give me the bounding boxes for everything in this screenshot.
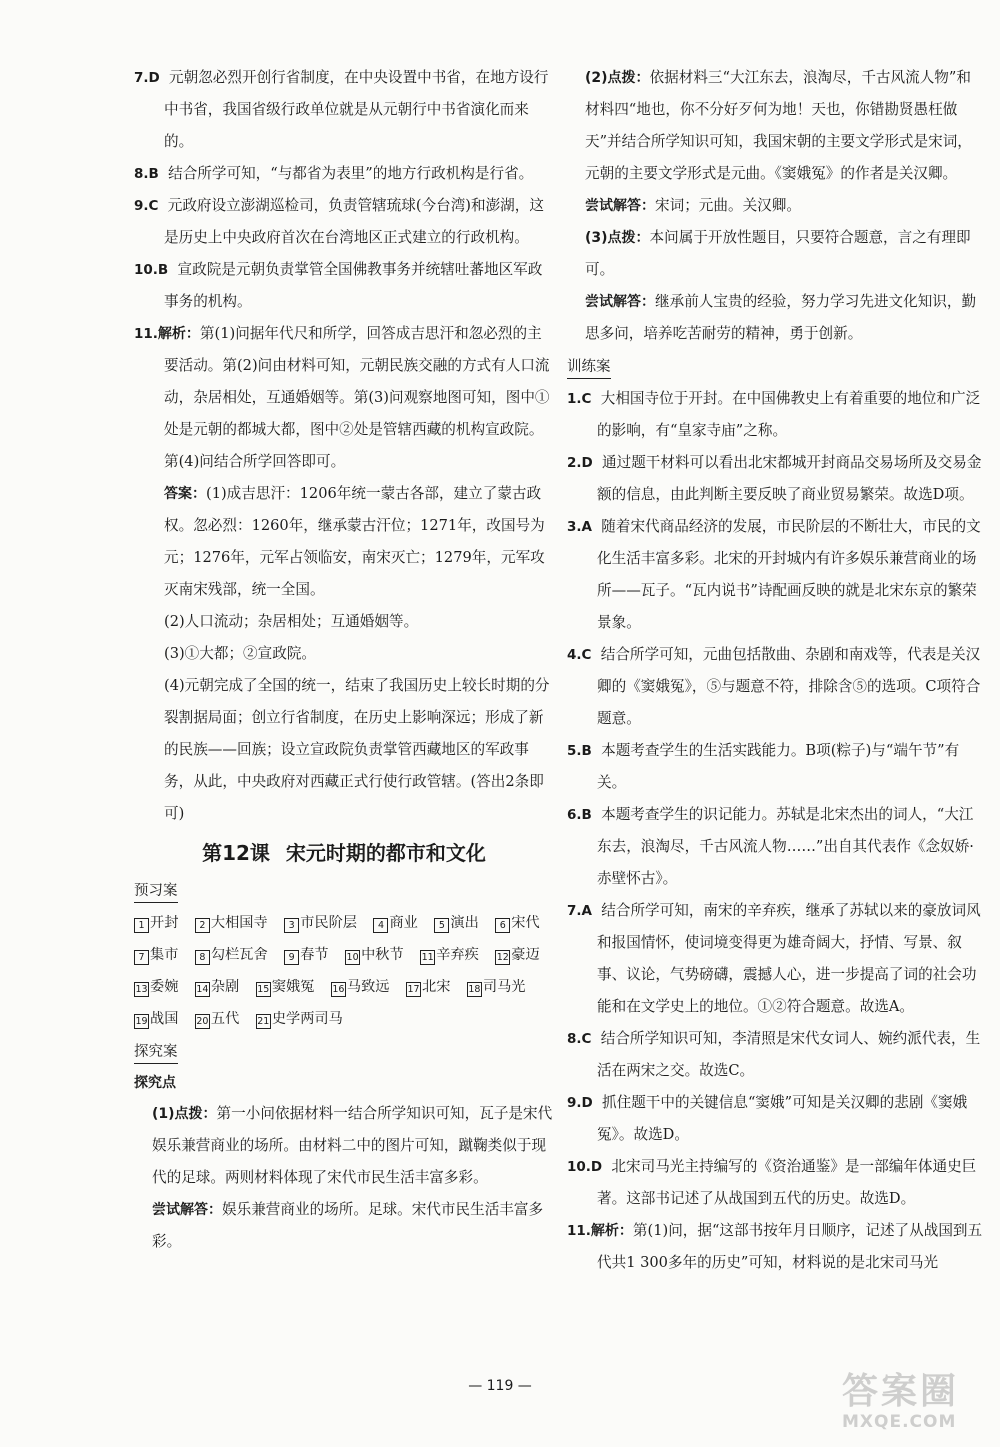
lesson-title: 第12课 宋元时期的都市和文化 <box>202 841 486 865</box>
answer-line: (4)元朝完成了全国的统一，结束了我国历史上较长时期的分裂割据局面；创立行省制度，在历史上影响深远；形成了新的民族——回族；设立宣政院负责掌管西藏地区的军政事务，从此，中央政府对西藏正式行使行政管辖。(答出2条即可) <box>164 677 550 822</box>
number-box: 20 <box>196 1016 209 1027</box>
preview-answer <box>134 947 178 963</box>
preview-answer-text: 战国 <box>150 1011 179 1027</box>
preview-answer-text: 集市 <box>150 947 179 963</box>
number-box: 16 <box>332 984 345 995</box>
number-box: 19 <box>135 1016 148 1027</box>
preview-answer-text: 中秋节 <box>361 947 404 963</box>
number-box: 11 <box>421 952 434 963</box>
answer-item: 4.C 结合所学可知，元曲包括散曲、杂剧和南戏等，代表是关汉卿的《窦娥冤》，⑤与题意不符，排除含⑤的选项。C项符合题意。 <box>567 646 981 727</box>
preview-answer <box>195 979 239 995</box>
explore-try-answer: 尝试解答：宋词；元曲。关汉卿。 <box>585 197 801 214</box>
number-box: 17 <box>407 984 420 995</box>
preview-answer-text: 勾栏瓦舍 <box>210 947 268 963</box>
preview-answer <box>420 947 479 963</box>
preview-answer-text: 春节 <box>300 947 329 963</box>
answer-line: (2)人口流动；杂居相处；互通婚姻等。 <box>164 613 419 630</box>
preview-answer <box>134 979 178 995</box>
preview-answer <box>134 1011 178 1027</box>
number-box: 6 <box>495 918 510 933</box>
preview-answer <box>284 947 328 963</box>
preview-answer-text: 五代 <box>210 1011 240 1027</box>
preview-answer <box>345 947 404 963</box>
explore-subheading: 探究点 <box>134 1075 176 1091</box>
explore-note: (3)点拨：本问属于开放性题目，只要符合题意，言之有理即可。 <box>585 229 971 278</box>
answer-item-11: 11.解析：第(1)问据年代尺和所学，回答成吉思汗和忽必烈的主要活动。第(2)问由材料可知，元朝民族交融的方式有人口流动，杂居相处，互通婚姻等。第(3)问观察地图可知，图中①处是元朝的都城大都，图中②处是管辖西藏的机构宣政院。第(4)问结合所学回答即可。 <box>134 325 550 470</box>
preview-answer-text: 史学两司马 <box>271 1011 343 1027</box>
right-column <box>567 62 985 1279</box>
preview-answer <box>134 915 178 931</box>
preview-answer <box>434 915 478 931</box>
answer-item: 10.D 北宋司马光主持编写的《资治通鉴》是一部编年体通史巨著。这部书记述了从战国到五代的历史。故选D。 <box>567 1158 977 1207</box>
number-box: 3 <box>284 918 299 933</box>
explore-heading: 探究案 <box>134 1041 178 1064</box>
number-box: 18 <box>468 984 481 995</box>
preview-answer <box>195 1011 239 1027</box>
explore-try-answer: 尝试解答：娱乐兼营商业的场所。足球。宋代市民生活丰富多彩。 <box>152 1201 544 1250</box>
preview-answer <box>373 915 417 931</box>
preview-answer <box>467 979 526 995</box>
preview-answer <box>195 947 268 963</box>
preview-answer-text: 北宋 <box>422 979 451 995</box>
preview-answer <box>284 915 357 931</box>
preview-answer-text: 马致远 <box>346 979 390 995</box>
preview-answer-text: 窦娥冤 <box>271 979 315 995</box>
number-box: 9 <box>284 950 299 965</box>
page-number: — 119 — <box>468 1378 532 1394</box>
number-box: 15 <box>257 984 270 995</box>
number-box: 1 <box>134 918 149 933</box>
explore-try-answer: 尝试解答：继承前人宝贵的经验，努力学习先进文化知识，勤思多问，培养吃苦耐劳的精神，勇于创新。 <box>585 293 977 342</box>
preview-answer-text: 宋代 <box>511 915 540 931</box>
number-box: 12 <box>496 952 509 963</box>
answer-item: 10.B 宣政院是元朝负责掌管全国佛教事务并统辖吐蕃地区军政事务的机构。 <box>134 261 543 310</box>
preview-answer-text: 豪迈 <box>511 947 540 963</box>
answer-item: 8.C 结合所学知识可知，李清照是宋代女词人、婉约派代表，生活在两宋之交。故选C。 <box>567 1030 981 1079</box>
left-column <box>134 62 554 1258</box>
answer-item: 2.D 通过题干材料可以看出北宋都城开封商品交易场所及交易金额的信息，由此判断主要反映了商业贸易繁荣。故选D项。 <box>567 454 982 503</box>
preview-answer-text: 大相国寺 <box>210 915 268 931</box>
preview-answer-text: 市民阶层 <box>300 915 357 931</box>
answer-item: 1.C 大相国寺位于开封。在中国佛教史上有着重要的地位和广泛的影响，有“皇家寺庙”之称。 <box>567 390 981 439</box>
preview-answer-text: 委婉 <box>150 979 179 995</box>
preview-heading: 预习案 <box>134 880 178 903</box>
preview-answer-text: 开封 <box>150 915 179 931</box>
preview-answer-text: 司马光 <box>482 979 526 995</box>
answer-item-11: 11.解析：第(1)问，据“这部书按年月日顺序，记述了从战国到五代共1 300多年的历史”可知，材料说的是北宋司马光 <box>567 1222 983 1271</box>
answer-item: 6.B 本题考查学生的识记能力。苏轼是北宋杰出的词人，“大江东去，浪淘尽，千古风流人物……”出自其代表作《念奴娇·赤壁怀古》。 <box>567 806 974 887</box>
number-box: 14 <box>196 984 209 995</box>
number-box: 8 <box>195 950 210 965</box>
preview-answer-text: 杂剧 <box>210 979 240 995</box>
answer-item: 7.D 元朝忽必烈开创行省制度，在中央设置中书省，在地方设行中书省，我国省级行政单位就是从元朝行中书省演化而来的。 <box>134 69 549 150</box>
number-box: 2 <box>195 918 210 933</box>
number-box: 7 <box>134 950 149 965</box>
answer-item: 5.B 本题考查学生的生活实践能力。B项(粽子)与“端午节”有关。 <box>567 742 960 791</box>
explore-note: (2)点拨：依据材料三“大江东去，浪淘尽，千古风流人物”和材料四“地也，你不分好歹何为地！天也，你错勘贤愚枉做天”并结合所学知识可知，我国宋朝的主要文学形式是宋词，元朝的主要文学形式是元曲。《窦娥冤》的作者是关汉卿。 <box>585 69 972 182</box>
number-box: 5 <box>434 918 449 933</box>
preview-answer <box>331 979 390 995</box>
number-box: 4 <box>373 918 388 933</box>
preview-answer <box>406 979 450 995</box>
preview-answer <box>495 915 539 931</box>
preview-answer <box>256 1011 343 1027</box>
preview-answer <box>195 915 268 931</box>
training-heading: 训练案 <box>567 356 611 379</box>
watermark-logo: 答案圈 MXQE.COM <box>842 1371 960 1432</box>
answer-item: 9.C 元政府设立澎湖巡检司，负责管辖琉球(今台湾)和澎湖，这是历史上中央政府首次在台湾地区正式建立的行政机构。 <box>134 197 544 246</box>
number-box: 10 <box>346 952 359 963</box>
preview-answer <box>495 947 539 963</box>
number-box: 13 <box>135 984 148 995</box>
preview-answer-text: 商业 <box>389 915 418 931</box>
preview-answer-text: 演出 <box>450 915 479 931</box>
answer-item: 3.A 随着宋代商品经济的发展，市民阶层的不断壮大，市民的文化生活丰富多彩。北宋的开封城内有许多娱乐兼营商业的场所——瓦子。“瓦内说书”诗配画反映的就是北宋东京的繁荣景象。 <box>567 518 981 631</box>
number-box: 21 <box>257 1016 270 1027</box>
answer-item: 8.B 结合所学可知，“与都省为表里”的地方行政机构是行省。 <box>134 165 534 182</box>
preview-answer <box>256 979 315 995</box>
explore-note: (1)点拨：第一小问依据材料一结合所学知识可知，瓦子是宋代娱乐兼营商业的场所。由材料二中的图片可知，蹴鞠类似于现代的足球。两则材料体现了宋代市民生活丰富多彩。 <box>152 1105 553 1186</box>
preview-answer-grid <box>134 907 554 1035</box>
answer-item: 7.A 结合所学可知，南宋的辛弃疾，继承了苏轼以来的豪放词风和报国情怀，使词境变得更为雄奇阔大，抒情、写景、叙事、议论，气势磅礴，震撼人心，进一步提高了词的社会功能和在文学史上的地位。①②符合题意。故选A。 <box>567 902 981 1015</box>
answer-block: 答案：(1)成吉思汗：1206年统一蒙古各部，建立了蒙古政权。忽必烈：1260年，继承蒙古汗位；1271年，改国号为元；1276年，元军占领临安，南宋灭亡；1279年，元军攻灭南宋残部，统一全国。 <box>164 485 545 598</box>
answer-line: (3)①大都；②宣政院。 <box>164 645 317 662</box>
answer-item: 9.D 抓住题干中的关键信息“窦娥”可知是关汉卿的悲剧《窦娥冤》。故选D。 <box>567 1094 968 1143</box>
preview-answer-text: 辛弃疾 <box>436 947 479 963</box>
